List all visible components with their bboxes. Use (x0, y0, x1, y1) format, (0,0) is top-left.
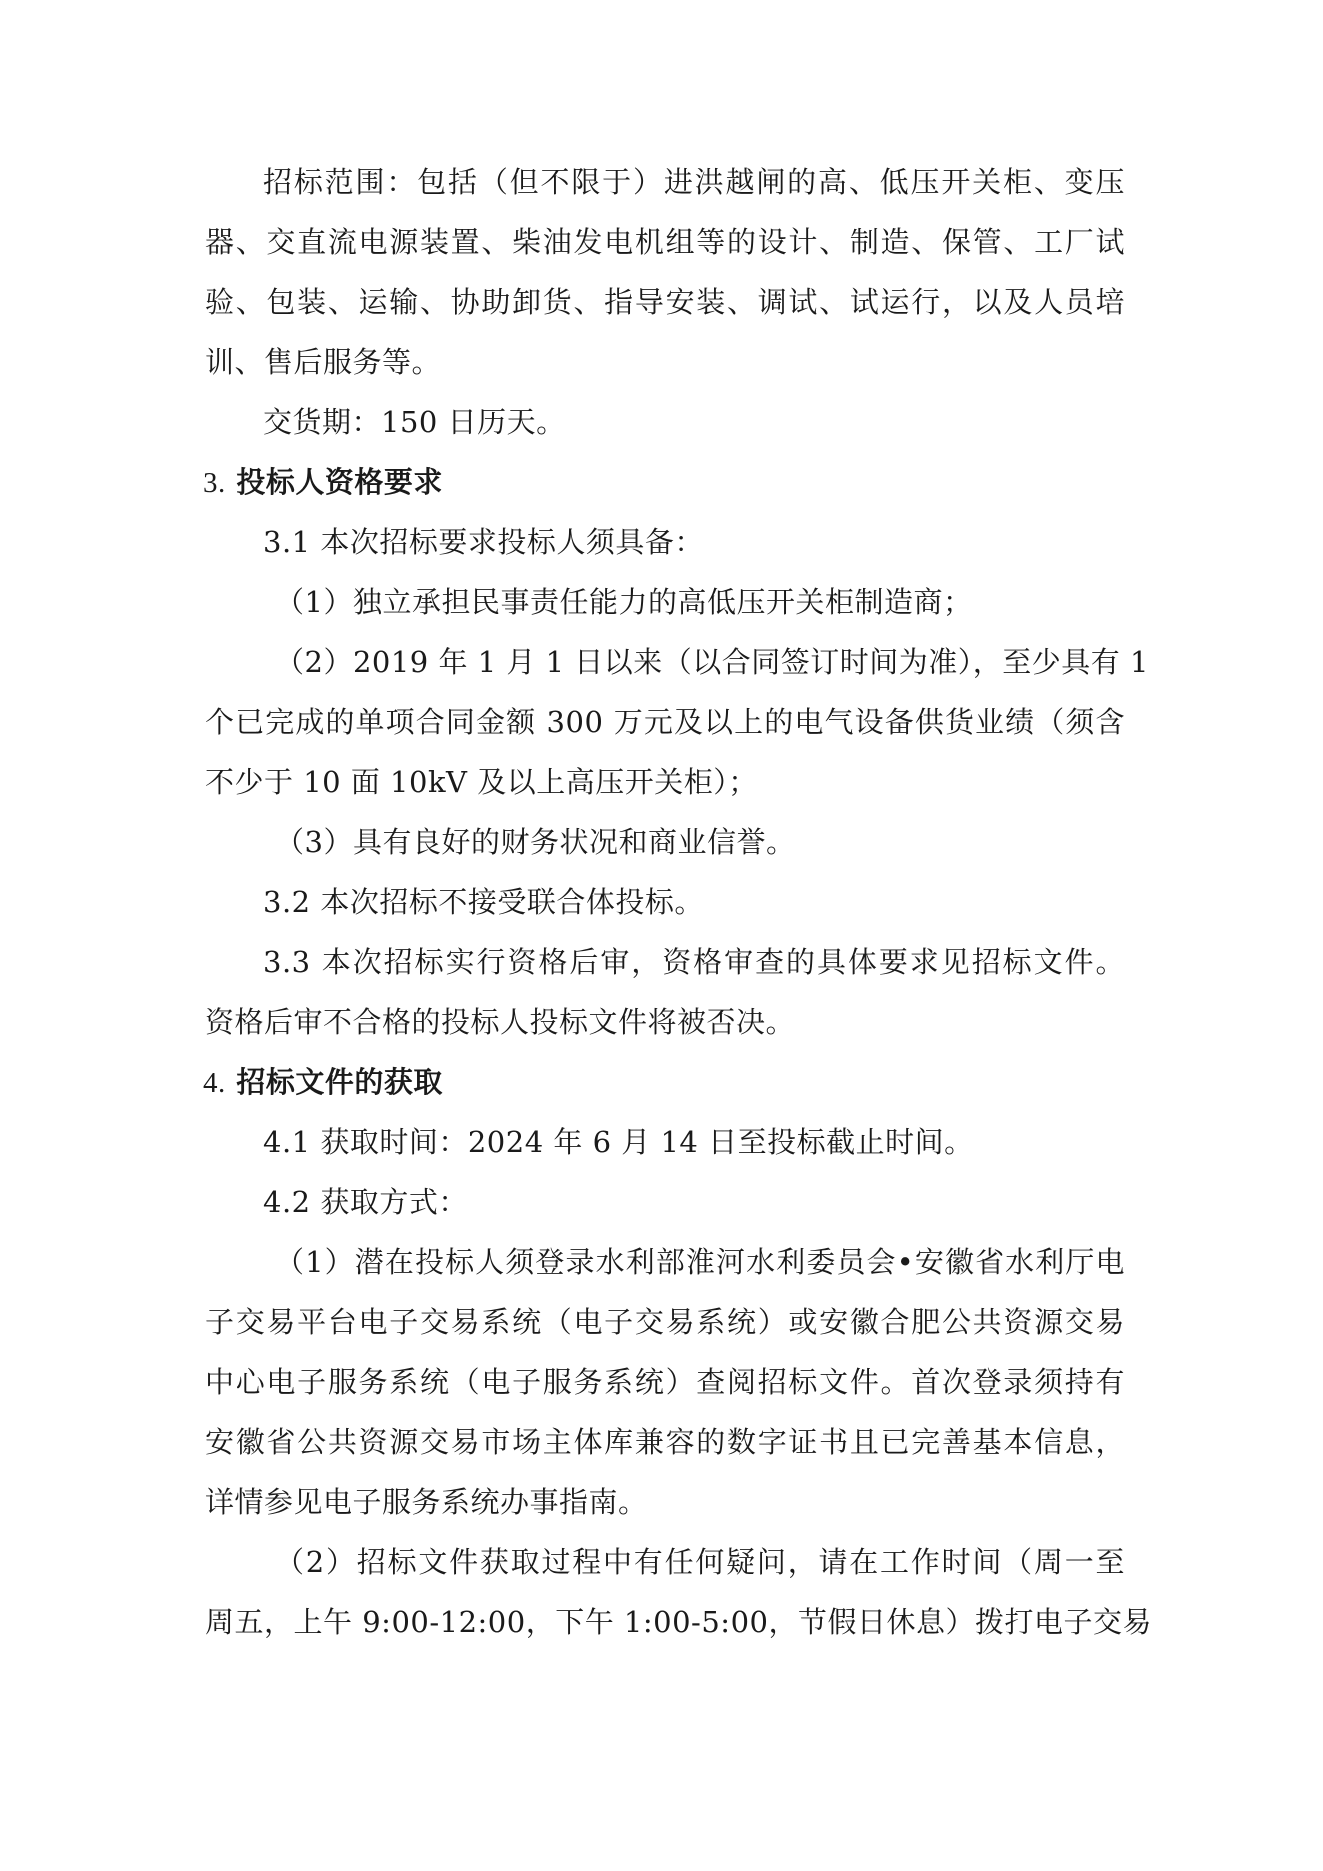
method-2-line-1: （2）招标文件获取过程中有任何疑问，请在工作时间（周一至 (275, 1545, 1125, 1579)
clause-4-1: 4.1 获取时间：2024 年 6 月 14 日至投标截止时间。 (263, 1125, 974, 1159)
requirement-3: （3）具有良好的财务状况和商业信誉。 (275, 825, 796, 859)
clause-4-2: 4.2 获取方式： (263, 1185, 468, 1219)
scope-line-2: 器、交直流电源装置、柴油发电机组等的设计、制造、保管、工厂试 (205, 225, 1125, 259)
section-4-number: 4. (203, 1067, 226, 1099)
method-1-line-4: 安徽省公共资源交易市场主体库兼容的数字证书且已完善基本信息， (205, 1425, 1125, 1459)
section-3-heading (203, 462, 1123, 503)
method-1-line-3: 中心电子服务系统（电子服务系统）查阅招标文件。首次登录须持有 (205, 1365, 1125, 1399)
scope-line-1: 招标范围：包括（但不限于）进洪越闸的高、低压开关柜、变压 (263, 165, 1125, 199)
method-1-line-1: （1）潜在投标人须登录水利部淮河水利委员会•安徽省水利厅电 (275, 1245, 1125, 1279)
clause-3-2: 3.2 本次招标不接受联合体投标。 (263, 885, 704, 919)
clause-3-1: 3.1 本次招标要求投标人须具备： (263, 525, 704, 559)
requirement-2-line-2: 个已完成的单项合同金额 300 万元及以上的电气设备供货业绩（须含 (205, 705, 1125, 739)
section-3-title: 投标人资格要求 (236, 465, 443, 499)
method-1-line-2: 子交易平台电子交易系统（电子交易系统）或安徽合肥公共资源交易 (205, 1305, 1125, 1339)
section-4-title: 招标文件的获取 (236, 1065, 443, 1099)
clause-3-3-line-1: 3.3 本次招标实行资格后审，资格审查的具体要求见招标文件。 (263, 945, 1125, 979)
method-2-line-2: 周五，上午 9:00-12:00，下午 1:00-5:00，节假日休息）拨打电子交易 (205, 1605, 1152, 1639)
requirement-1: （1）独立承担民事责任能力的高低压开关柜制造商； (275, 585, 973, 619)
scope-line-4: 训、售后服务等。 (205, 345, 442, 379)
requirement-2-line-1: （2）2019 年 1 月 1 日以来（以合同签订时间为准），至少具有 1 (275, 645, 1149, 679)
section-3-number: 3. (203, 467, 226, 499)
scope-line-3: 验、包装、运输、协助卸货、指导安装、调试、试运行，以及人员培 (205, 285, 1125, 319)
requirement-2-line-3: 不少于 10 面 10kV 及以上高压开关柜）； (205, 765, 758, 799)
section-4-heading (203, 1062, 1123, 1103)
method-1-line-5: 详情参见电子服务系统办事指南。 (205, 1485, 648, 1519)
clause-3-3-line-2: 资格后审不合格的投标人投标文件将被否决。 (205, 1005, 796, 1039)
delivery-period: 交货期：150 日历天。 (263, 405, 566, 439)
